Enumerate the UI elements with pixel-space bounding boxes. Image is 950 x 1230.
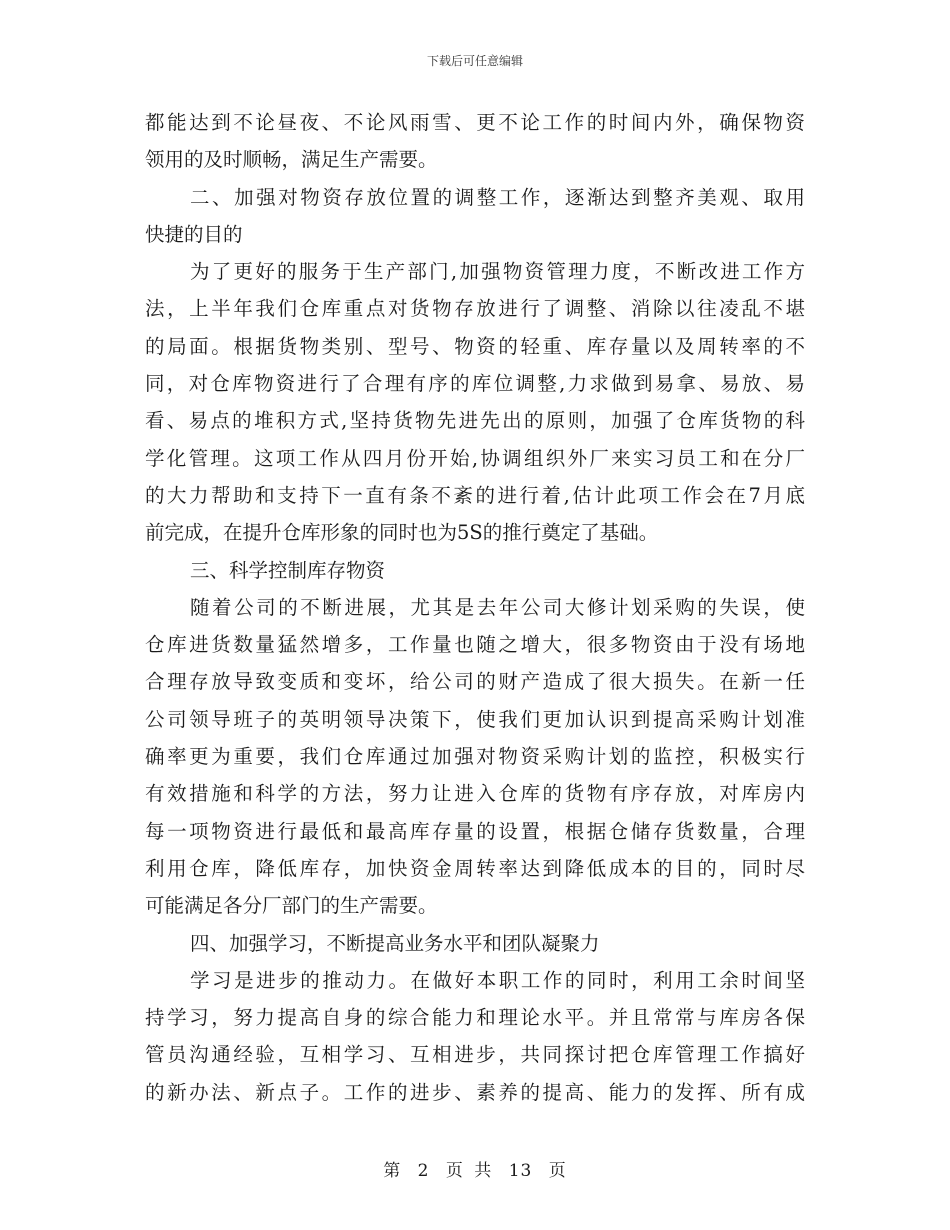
text-line: 利用仓库，降低库存，加快资金周转率达到降低成本的目的，同时尽 — [145, 856, 805, 880]
section-heading: 三、科学控制库存物资 — [190, 558, 386, 582]
text-line: 法，上半年我们仓库重点对货物存放进行了调整、消除以往凌乱不堪 — [145, 297, 805, 321]
text-line: 合理存放导致变质和变坏，给公司的财产造成了很大损失。在新一任 — [145, 670, 805, 694]
text-line: 有效措施和科学的方法，努力让进入仓库的货物有序存放，对库房内 — [145, 782, 805, 806]
page-header: 下载后可任意编辑 — [426, 54, 523, 68]
text-line: 学习是进步的推动力。在做好本职工作的同时，利用工余时间坚 — [190, 968, 805, 992]
text-line: 同，对仓库物资进行了合理有序的库位调整,力求做到易拿、易放、易 — [145, 372, 805, 396]
page-footer-prefix: 第 — [383, 1161, 402, 1181]
text-line: 的局面。根据货物类别、型号、物资的轻重、库存量以及周转率的不 — [145, 334, 805, 358]
page-footer-suffix: 页 — [548, 1161, 567, 1181]
text-line: 公司领导班子的英明领导决策下，使我们更加认识到提高采购计划准 — [145, 707, 805, 731]
text-line: 都能达到不论昼夜、不论风雨雪、更不论工作的时间内外，确保物资 — [145, 111, 805, 134]
text-line: 的新办法、新点子。工作的进步、素养的提高、能力的发挥、所有成 — [145, 1080, 805, 1104]
section-heading: 四、加强学习，不断提高业务水平和团队凝聚力 — [190, 931, 600, 955]
section-heading: 快捷的目的 — [145, 222, 243, 246]
page-number: 2 — [417, 1161, 430, 1181]
section-heading: 二、加强对物资存放位置的调整工作，逐渐达到整齐美观、取用 — [190, 185, 805, 209]
text-line: 仓库进货数量猛然增多，工作量也随之增大，很多物资由于没有场地 — [145, 633, 805, 657]
text-line: 确率更为重要，我们仓库通过加强对物资采购计划的监控，积极实行 — [145, 745, 805, 769]
text-line: 的大力帮助和支持下一直有条不紊的进行着,估计此项工作会在7月底 — [145, 483, 805, 507]
text-line: 领用的及时顺畅，满足生产需要。 — [145, 148, 438, 172]
text-line: 可能满足各分厂部门的生产需要。 — [145, 894, 438, 918]
text-line: 看、易点的堆积方式,坚持货物先进先出的原则，加强了仓库货物的科 — [145, 409, 805, 433]
text-line: 持学习，努力提高自身的综合能力和理论水平。并且常常与库房各保 — [145, 1006, 805, 1030]
text-line: 为了更好的服务于生产部门,加强物资管理力度，不断改进工作方 — [190, 260, 805, 284]
text-line: 学化管理。这项工作从四月份开始,协调组织外厂来实习员工和在分厂 — [145, 446, 805, 470]
page-footer — [0, 1156, 950, 1181]
text-line: 每一项物资进行最低和最高库存量的设置，根据仓储存货数量，合理 — [145, 819, 805, 843]
text-line: 前完成，在提升仓库形象的同时也为5S的推行奠定了基础。 — [145, 521, 659, 545]
page-total: 13 — [508, 1161, 533, 1181]
text-line: 随着公司的不断进展，尤其是去年公司大修计划采购的失误，使 — [190, 595, 805, 619]
document-body — [145, 104, 805, 1111]
text-line: 管员沟通经验，互相学习、互相进步，共同探讨把仓库管理工作搞好 — [145, 1043, 805, 1067]
page-footer-mid: 页 共 — [445, 1161, 493, 1181]
